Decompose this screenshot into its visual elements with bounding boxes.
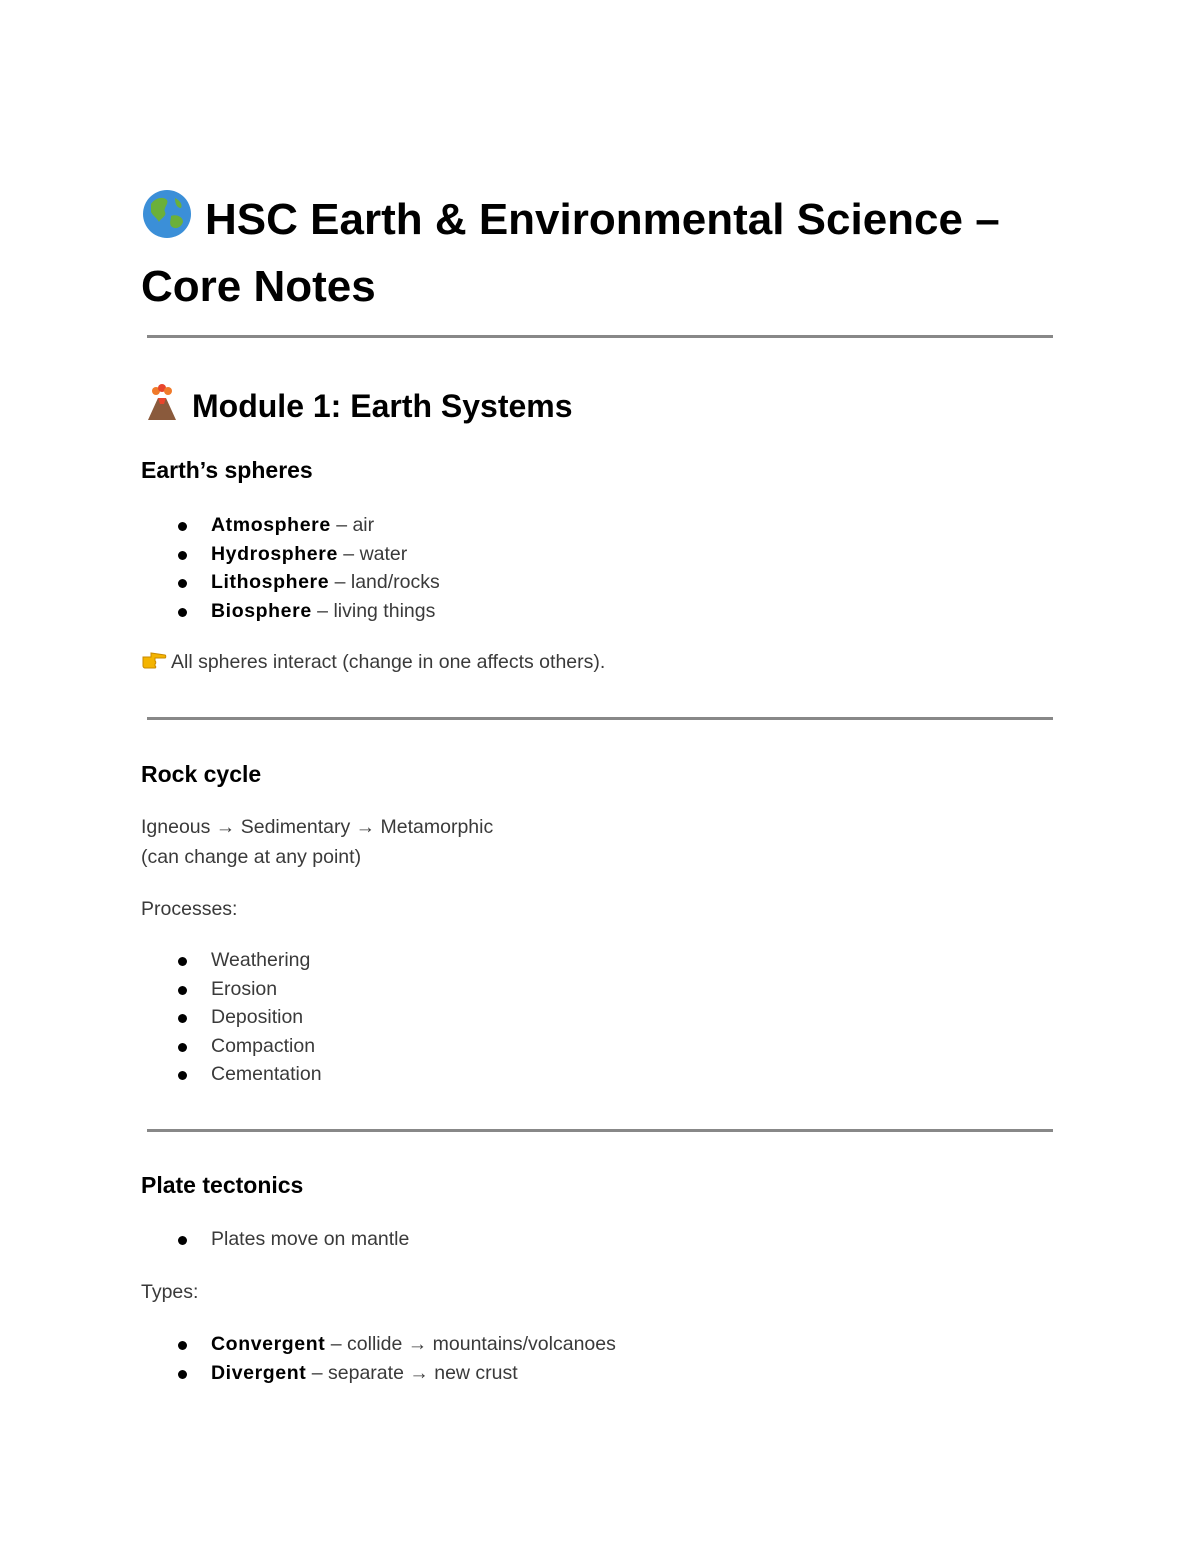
plate-types-list [141, 1330, 616, 1387]
section-heading-rock-cycle: Rock cycle [141, 761, 262, 787]
bullet [178, 579, 187, 588]
title-line-1: HSC Earth & Environmental Science – [141, 188, 1071, 256]
processes-list [141, 946, 322, 1089]
list-item: Atmosphere – air [141, 511, 440, 540]
divider [147, 335, 1053, 338]
list-item: Divergent – separate → new crust [141, 1359, 616, 1388]
list-item: Erosion [141, 975, 322, 1004]
document-title [141, 188, 1071, 317]
bullet [178, 1014, 187, 1023]
list-item: Convergent – collide → mountains/volcanoes [141, 1330, 616, 1359]
bullet [178, 608, 187, 617]
list-item: Deposition [141, 1003, 322, 1032]
list-item: Cementation [141, 1060, 322, 1089]
section-heading-plate-tectonics: Plate tectonics [141, 1172, 304, 1198]
types-label: Types: [141, 1281, 199, 1303]
list-item: Weathering [141, 946, 322, 975]
globe-asia-australia-icon [141, 188, 193, 256]
rock-cycle-text [141, 812, 493, 872]
bullet [178, 1370, 187, 1379]
bullet [178, 1341, 187, 1350]
list-item: Lithosphere – land/rocks [141, 568, 440, 597]
bullet [178, 957, 187, 966]
bullet [178, 522, 187, 531]
plate-tectonics-list [141, 1225, 409, 1254]
bullet [178, 1043, 187, 1052]
list-item: Compaction [141, 1032, 322, 1061]
spheres-list [141, 511, 440, 625]
volcano-icon [142, 384, 182, 431]
list-item: Hydrosphere – water [141, 540, 440, 569]
bullet [178, 1236, 187, 1245]
rock-cycle-sequence: Igneous → Sedimentary → Metamorphic [141, 816, 494, 838]
title-line-2: Core Notes [141, 262, 376, 311]
divider [147, 1129, 1053, 1132]
section-heading-spheres: Earth’s spheres [141, 457, 313, 483]
pointing-hand-icon [141, 649, 167, 680]
divider [147, 717, 1053, 720]
bullet [178, 551, 187, 560]
list-item: Biosphere – living things [141, 597, 440, 626]
processes-label: Processes: [141, 898, 238, 920]
bullet [178, 1071, 187, 1080]
spheres-note: All spheres interact (change in one affects others). [141, 647, 605, 680]
rock-cycle-note: (can change at any point) [141, 846, 362, 868]
bullet [178, 986, 187, 995]
list-item: Plates move on mantle [141, 1225, 409, 1254]
module-heading: Module 1: Earth Systems [142, 384, 573, 431]
